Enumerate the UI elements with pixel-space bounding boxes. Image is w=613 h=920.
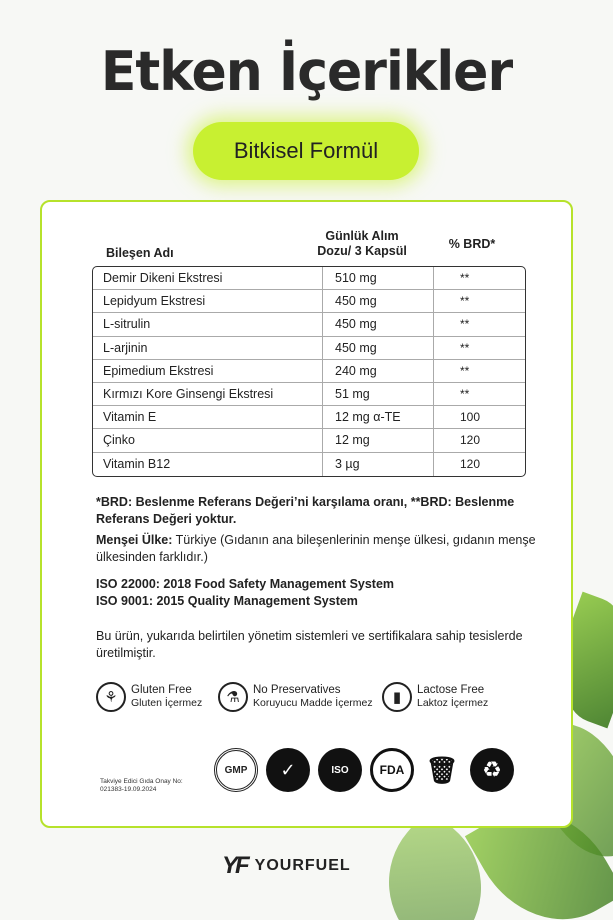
flask-icon: ⚗ [218, 682, 248, 712]
table-row: L-arjinin 450 mg ** [93, 337, 525, 360]
formula-badge: Bitkisel Formül [193, 122, 419, 180]
fda-badge-icon: FDA [370, 748, 414, 792]
page-title: Etken İçerikler [100, 40, 513, 104]
feature-no-preservatives: ⚗ No Preservatives Koruyucu Madde İçermez [218, 682, 373, 712]
gmp-badge-icon: GMP [214, 748, 258, 792]
ingredients-card [40, 200, 573, 828]
header-dose: Günlük Alım Dozu/ 3 Kapsül [317, 229, 407, 258]
table-row: Kırmızı Kore Ginsengi Ekstresi 51 mg ** [93, 383, 525, 406]
haccp-badge-icon: ✓ [266, 748, 310, 792]
milk-bottle-icon: ▮ [382, 682, 412, 712]
tidy-man-icon: 🗑 [425, 754, 459, 785]
brand-mark-icon: YF [222, 852, 247, 879]
table-row: Epimedium Ekstresi 240 mg ** [93, 360, 525, 383]
table-row: L-sitrulin 450 mg ** [93, 313, 525, 336]
brand-logo: YF YOURFUEL [222, 852, 351, 879]
iso-list: ISO 22000: 2018 Food Safety Management System ISO 9001: 2015 Quality Management System [96, 577, 395, 608]
wheat-icon: ⚘ [96, 682, 126, 712]
header-brd: % BRD* [448, 237, 496, 251]
feature-lactose-free: ▮ Lactose Free Laktoz İçermez [382, 682, 488, 712]
feature-gluten-free: ⚘ Gluten Free Gluten İçermez [96, 682, 202, 712]
table-row: Demir Dikeni Ekstresi 510 mg ** [93, 267, 525, 290]
facility-statement: Bu ürün, yukarıda belirtilen yönetim sistemleri ve sertifikalara sahip tesislerde üretilmiştir. [96, 629, 523, 660]
origin-note: Menşei Ülke: Türkiye (Gıdanın ana bileşenlerinin menşe ülkesi, gıdanın menşe ülkesinden farklıdır.) [96, 533, 536, 564]
brd-note: *BRD: Beslenme Referans Değeri’ni karşılama oranı, **BRD: Beslenme Referans Değeri yoktur. [96, 495, 515, 526]
iso-badge-icon: ISO [318, 748, 362, 792]
table-row: Lepidyum Ekstresi 450 mg ** [93, 290, 525, 313]
approval-number: Takviye Edici Gıda Onay No: 021383-19.09.2024 [100, 778, 183, 793]
ingredients-table [92, 266, 526, 477]
table-row: Vitamin E 12 mg α-TE 100 [93, 406, 525, 429]
table-row: Vitamin B12 3 µg 120 [93, 453, 525, 476]
green-dot-icon: ♻ [470, 748, 514, 792]
table-row: Çinko 12 mg 120 [93, 429, 525, 452]
header-name: Bileşen Adı [106, 246, 174, 260]
